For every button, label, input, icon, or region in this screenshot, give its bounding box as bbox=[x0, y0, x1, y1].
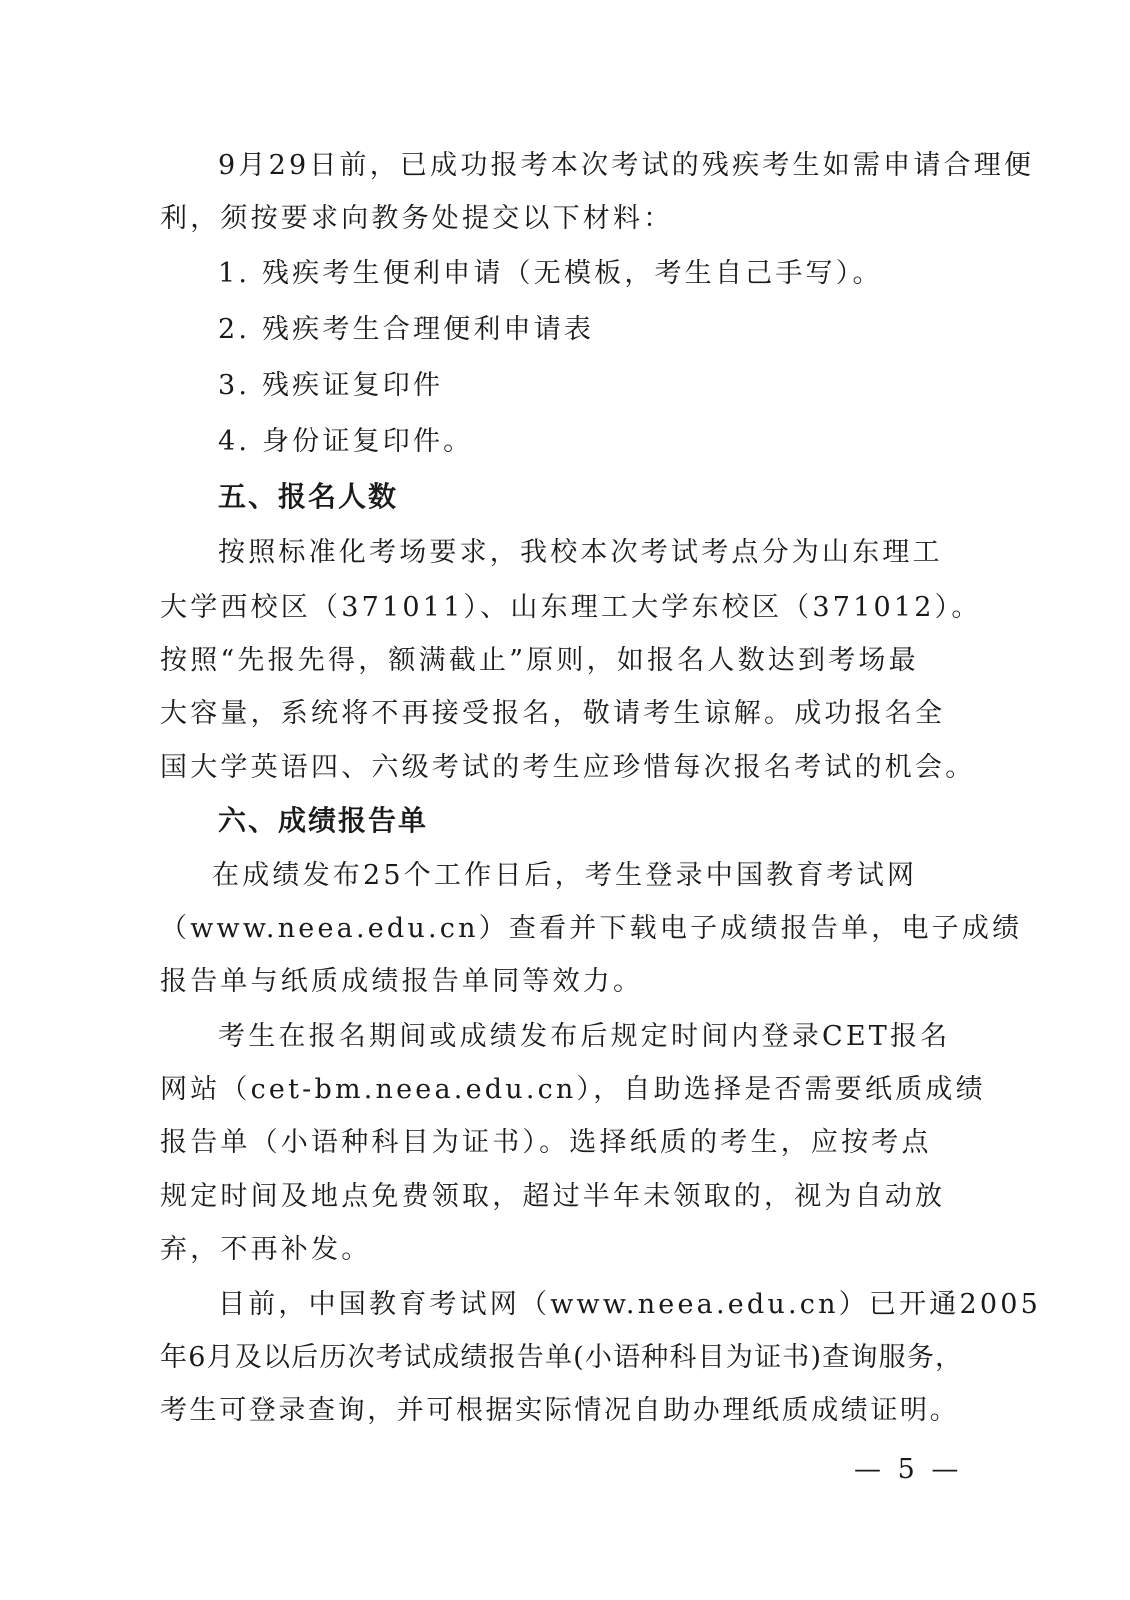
list-item: 2. 残疾考生合理便利申请表 bbox=[218, 314, 595, 345]
paragraph-line: 目前，中国教育考试网（www.neea.edu.cn）已开通2005 bbox=[218, 1289, 1041, 1320]
paragraph-line: 弃，不再补发。 bbox=[160, 1234, 372, 1265]
section-heading: 六、成绩报告单 bbox=[218, 804, 429, 837]
section-heading: 五、报名人数 bbox=[218, 480, 399, 513]
paragraph-line: 年6月及以后历次考试成绩报告单(小语种科目为证书)查询服务， bbox=[160, 1342, 964, 1373]
paragraph-line: 国大学英语四、六级考试的考生应珍惜每次报名考试的机会。 bbox=[160, 752, 976, 783]
paragraph-line: 考生可登录查询，并可根据实际情况自助办理纸质成绩证明。 bbox=[160, 1395, 960, 1426]
paragraph-line: 按照“先报先得，额满截止”原则，如报名人数达到考场最 bbox=[160, 645, 919, 676]
paragraph-line: 大学西校区（371011）、山东理工大学东校区（371012）。 bbox=[160, 592, 982, 623]
paragraph-line: 按照标准化考场要求，我校本次考试考点分为山东理工 bbox=[218, 537, 943, 568]
list-item: 1. 残疾考生便利申请（无模板，考生自己手写）。 bbox=[218, 258, 883, 289]
list-item: 3. 残疾证复印件 bbox=[218, 370, 444, 401]
paragraph-line: （www.neea.edu.cn）查看并下载电子成绩报告单，电子成绩 bbox=[160, 913, 1023, 944]
paragraph-line: 规定时间及地点免费领取，超过半年未领取的，视为自动放 bbox=[160, 1181, 946, 1212]
paragraph-line: 网站（cet-bm.neea.edu.cn），自助选择是否需要纸质成绩 bbox=[160, 1074, 986, 1105]
paragraph-line: 考生在报名期间或成绩发布后规定时间内登录CET报名 bbox=[218, 1021, 951, 1052]
page-number: — 5 — bbox=[854, 1454, 963, 1485]
list-item: 4. 身份证复印件。 bbox=[218, 426, 474, 457]
paragraph-line: 报告单与纸质成绩报告单同等效力。 bbox=[160, 966, 644, 997]
paragraph-line: 9月29日前，已成功报考本次考试的残疾考生如需申请合理便 bbox=[218, 150, 1035, 181]
paragraph-line: 报告单（小语种科目为证书）。选择纸质的考生，应按考点 bbox=[160, 1127, 932, 1158]
paragraph-line: 在成绩发布25个工作日后，考生登录中国教育考试网 bbox=[212, 860, 918, 891]
paragraph-line: 大容量，系统将不再接受报名，敬请考生谅解。成功报名全 bbox=[160, 698, 946, 729]
paragraph-line: 利，须按要求向教务处提交以下材料： bbox=[160, 203, 674, 234]
